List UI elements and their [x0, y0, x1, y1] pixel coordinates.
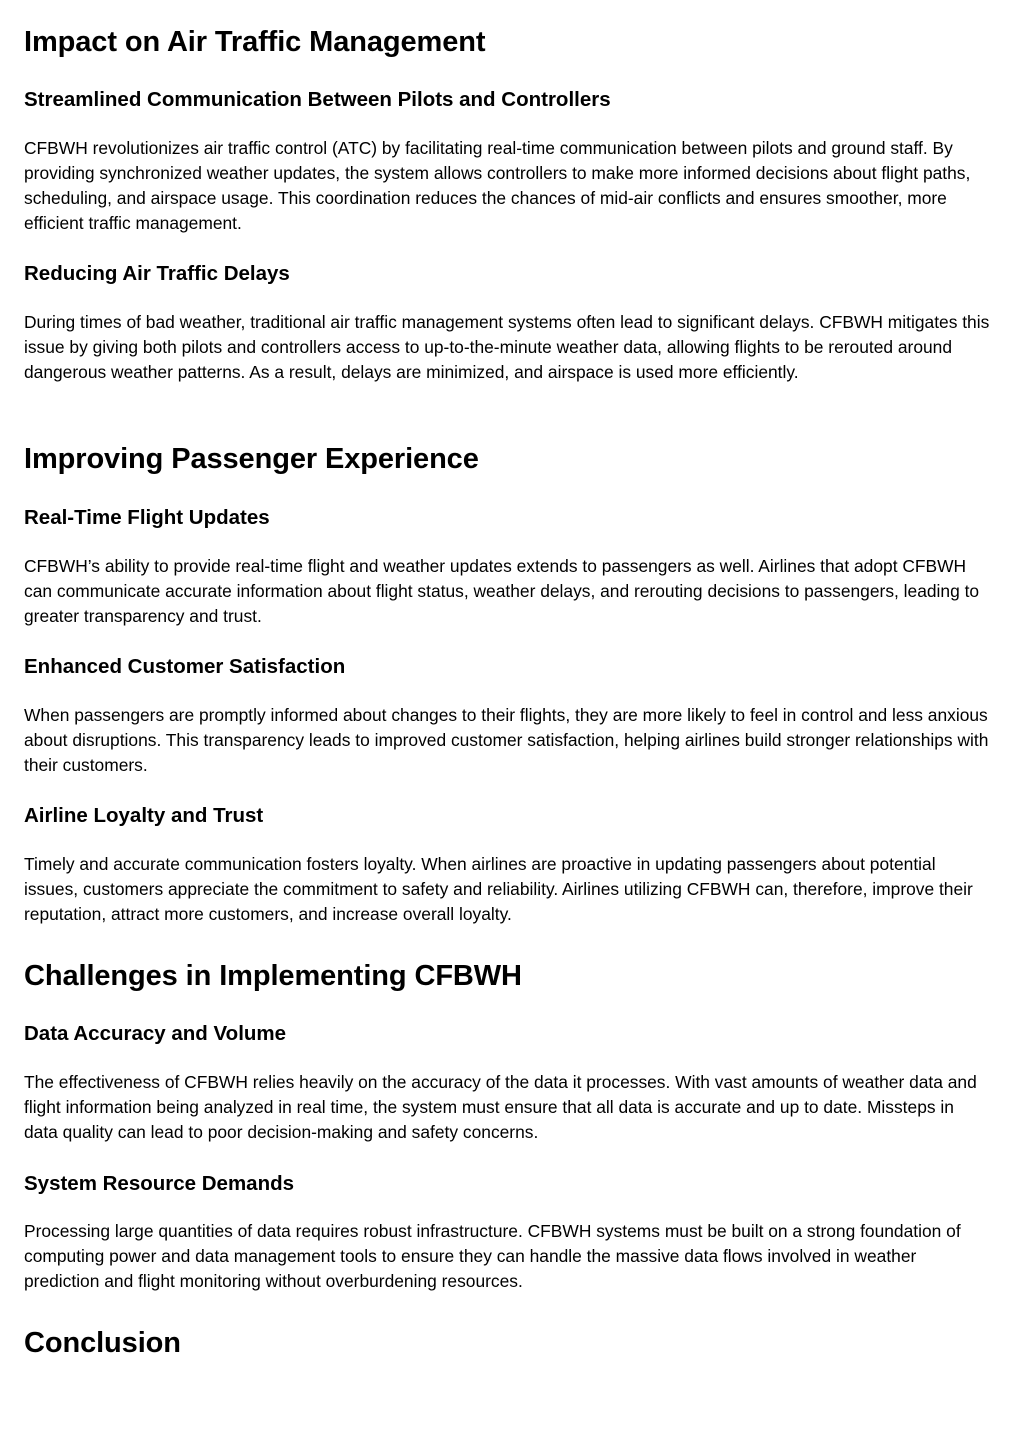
subsection-heading: Reducing Air Traffic Delays [24, 262, 290, 285]
paragraph: Processing large quantities of data requires robust infrastructure. CFBWH systems must be built on a strong foundation of computing power and data management tools to ensure they can handle the massive data flows involved in weather prediction and flight monitoring without overburdening resources. [24, 1221, 961, 1291]
subsection-heading: Streamlined Communication Between Pilots and Controllers [24, 88, 611, 111]
paragraph: During times of bad weather, traditional air traffic management systems often lead to significant delays. CFBWH mitigates this issue by giving both pilots and controllers access to up-to-the-minute weather data, allowing flights to be rerouted around dangerous weather patterns. As a result, delays are minimized, and airspace is used more efficiently. [24, 312, 990, 382]
subsection-heading: Enhanced Customer Satisfaction [24, 655, 346, 678]
section-heading: Impact on Air Traffic Management [24, 26, 486, 58]
section-heading: Improving Passenger Experience [24, 443, 479, 475]
section-heading: Challenges in Implementing CFBWH [24, 960, 522, 992]
paragraph: The effectiveness of CFBWH relies heavily on the accuracy of the data it processes. With vast amounts of weather data and flight information being analyzed in real time, the system must ensure that all data is accurate and up to date. Missteps in data quality can lead to poor decision-making and safety concerns. [24, 1072, 977, 1142]
section-heading: Conclusion [24, 1327, 181, 1359]
subsection-heading: Data Accuracy and Volume [24, 1022, 287, 1045]
subsection-heading: System Resource Demands [24, 1172, 295, 1195]
subsection-heading: Real-Time Flight Updates [24, 506, 270, 529]
paragraph: CFBWH revolutionizes air traffic control (ATC) by facilitating real-time communication between pilots and ground staff. By providing synchronized weather updates, the system allows controllers to make more informed decisions about flight paths, scheduling, and airspace usage. This coordination reduces the chances of mid-air conflicts and ensures smoother, more efficient traffic management. [24, 138, 971, 233]
paragraph: Timely and accurate communication fosters loyalty. When airlines are proactive in updating passengers about potential issues, customers appreciate the commitment to safety and reliability. Airlines utilizing CFBWH can, therefore, improve their reputation, attract more customers, and increase overall loyalty. [24, 854, 973, 924]
paragraph: CFBWH’s ability to provide real-time flight and weather updates extends to passengers as well. Airlines that adopt CFBWH can communicate accurate information about flight status, weather delays, and rerouting decisions to passengers, leading to greater transparency and trust. [24, 556, 980, 626]
paragraph: When passengers are promptly informed about changes to their flights, they are more likely to feel in control and less anxious about disruptions. This transparency leads to improved customer satisfaction, helping airlines build stronger relationships with their customers. [24, 705, 989, 775]
subsection-heading: Airline Loyalty and Trust [24, 804, 264, 827]
